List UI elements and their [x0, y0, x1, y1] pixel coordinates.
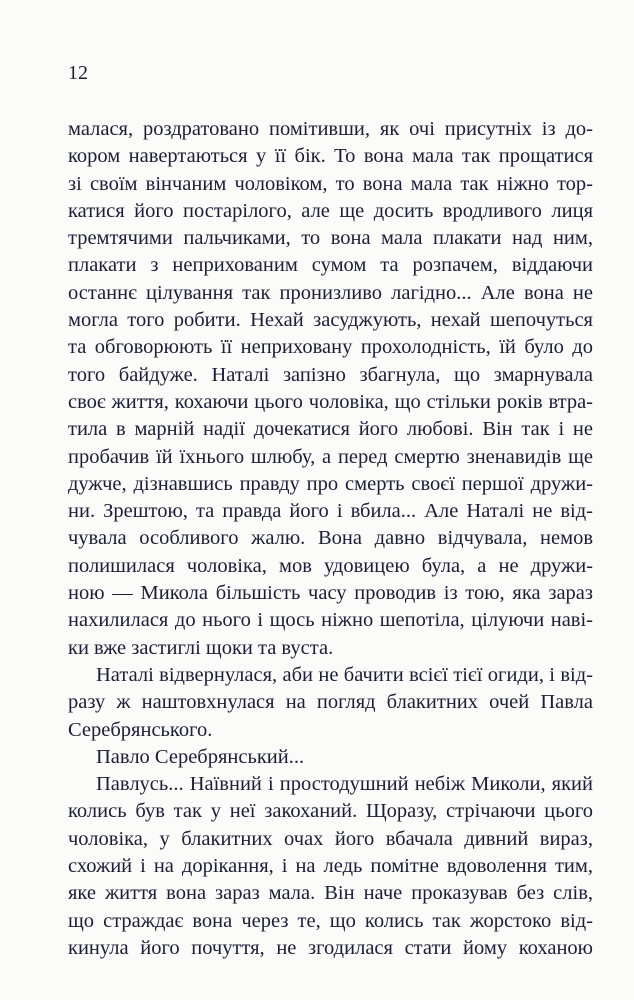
text-line: Наталі відвернулася, аби не бачити всієї тієї огиди, і від-	[96, 663, 593, 686]
text-line: того байдуже. Наталі запізно збагнула, що змарнувала	[68, 363, 593, 386]
text-line: зі своїм вінчаним чоловіком, то вона мала так ніжно тор-	[68, 172, 593, 195]
text-line: полишилася чоловіка, мов удовицею була, а не дружи-	[68, 554, 593, 577]
text-line: яке життя вона зараз мала. Він наче проказував без слів,	[68, 882, 593, 905]
text-line: схожий і на дорікання, і на ледь помітне вдоволення тим,	[68, 855, 593, 878]
paragraph	[68, 771, 593, 962]
text-line: що страждає вона через те, що колись так жорстоко від-	[68, 909, 593, 932]
text-line: нахилилася до нього і щось ніжно шепотіла, цілуючи наві-	[68, 609, 593, 632]
paragraph	[68, 116, 593, 662]
text-line: пробачив їй їхнього шлюбу, а перед смертю зненавидів ще	[68, 445, 593, 468]
text-line: ною — Микола більшість часу проводив із тою, яка зараз	[68, 582, 593, 605]
text-line: дужче, дізнавшись правду про смерть своєї першої дружи-	[68, 472, 593, 495]
page-number: 12	[68, 62, 88, 84]
text-line: кором навертаються у її бік. То вона мала так прощатися	[68, 145, 593, 168]
body-text	[68, 116, 593, 962]
text-line: та обговорюють її неприховану прохолодність, їй було до	[68, 336, 593, 359]
text-line: тремтячими пальчиками, то вона мала плакати над ним,	[68, 227, 593, 250]
text-line: плакати з неприхованим сумом та розпачем, віддаючи	[68, 254, 593, 277]
text-line: останнє цілування так пронизливо лагідно... Але вона не	[68, 281, 593, 304]
text-line: ни. Зрештою, та правда його і вбила... Але Наталі не від-	[68, 500, 593, 523]
text-line: чоловіка, у блакитних очах його вбачала дивний вираз,	[68, 827, 593, 850]
text-line: разу ж наштовхнулася на погляд блакитних очей Павла	[68, 691, 593, 714]
text-line: Павло Серебрянський...	[96, 745, 305, 768]
paragraph	[68, 662, 593, 744]
text-line: своє життя, кохаючи цього чоловіка, що стільки років втра-	[68, 390, 593, 413]
paragraph	[68, 744, 593, 771]
text-line: чувала особливого жалю. Вона давно відчувала, немов	[68, 527, 593, 550]
text-line: малася, роздратовано помітивши, як очі присутніх із до-	[68, 118, 593, 140]
text-line: кинула його почуття, не згодилася стати йому коханою	[68, 936, 593, 959]
text-line: ки вже застиглі щоки та вуста.	[68, 636, 334, 659]
text-line: катися його постарілого, але ще досить вродливого лиця	[68, 199, 593, 222]
text-line: могла того робити. Нехай засуджують, нехай шепочуться	[68, 309, 593, 332]
text-line: тила в марній надії дочекатися його любові. Він так і не	[68, 418, 593, 441]
text-line: колись був так у неї закоханий. Щоразу, стрічаючи цього	[68, 800, 593, 823]
text-line: Серебрянського.	[68, 718, 213, 741]
text-line: Павлусь... Наївний і простодушний небіж Миколи, який	[96, 773, 593, 796]
